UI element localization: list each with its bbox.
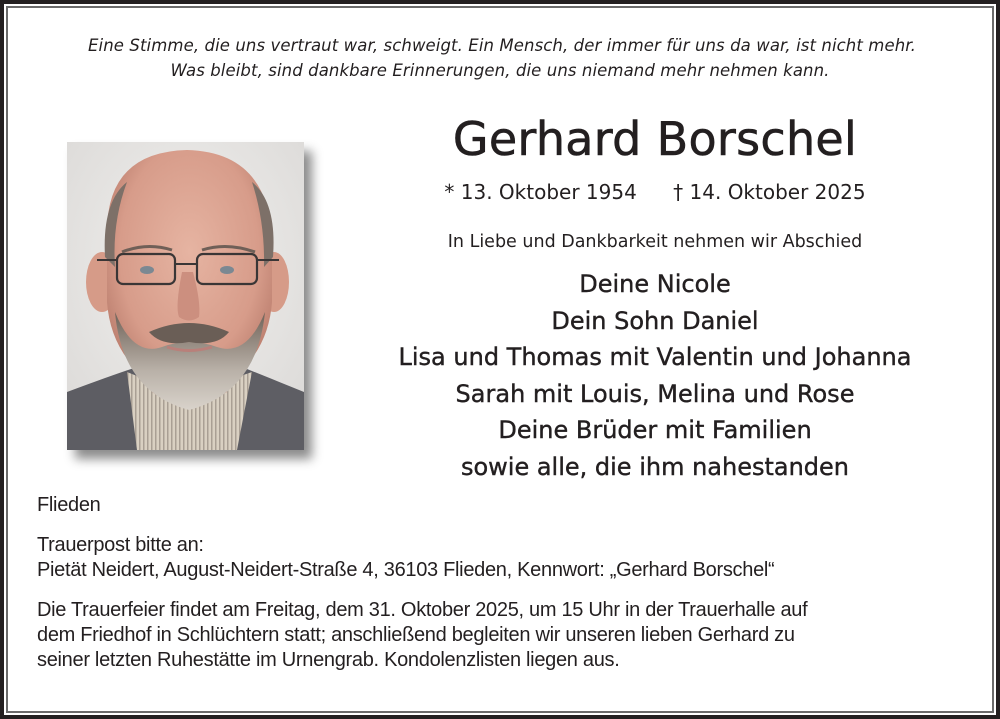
ceremony-line: dem Friedhof in Schlüchtern statt; anschließend begleiten wir unseren lieben Gerhard zu [37,624,795,646]
deceased-name: Gerhard Borschel [452,112,858,166]
condolence-mail-address: Pietät Neidert, August-Neidert-Straße 4, 36103 Flieden, Kennwort: „Gerhard Borschel“ [37,559,775,581]
ceremony-line: Die Trauerfeier findet am Freitag, dem 31. Oktober 2025, um 15 Uhr in der Trauerhalle auf [37,599,808,621]
mourner-line: Dein Sohn Daniel [551,306,759,335]
portrait-photo [67,142,304,450]
motto-quote [0,33,1000,83]
birth-date: * 13. Oktober 1954 [444,180,637,204]
ceremony-info [37,598,967,673]
mourners-list [345,266,965,485]
farewell-line: In Liebe und Dankbarkeit nehmen wir Abschied [447,232,863,252]
motto-line-1: Eine Stimme, die uns vertraut war, schweigt. Ein Mensch, der immer für uns da war, ist nicht mehr. [88,36,916,55]
mourner-line: Deine Nicole [579,270,731,298]
place-name: Flieden [37,494,101,516]
death-date: † 14. Oktober 2025 [673,180,866,204]
condolence-mail-label: Trauerpost bitte an: [37,534,204,556]
life-dates [370,178,940,206]
ceremony-line: seiner letzten Ruhestätte im Urnengrab. Kondolenzlisten liegen aus. [37,649,620,671]
motto-line-2: Was bleibt, sind dankbare Erinnerungen, die uns niemand mehr nehmen kann. [170,61,830,80]
mourner-line: sowie alle, die ihm nahestanden [460,452,850,481]
portrait-image [67,142,304,450]
mourner-line: Lisa und Thomas mit Valentin und Johanna [398,343,912,371]
mourner-line: Sarah mit Louis, Melina und Rose [455,379,855,408]
mourner-line: Deine Brüder mit Familien [498,416,812,444]
